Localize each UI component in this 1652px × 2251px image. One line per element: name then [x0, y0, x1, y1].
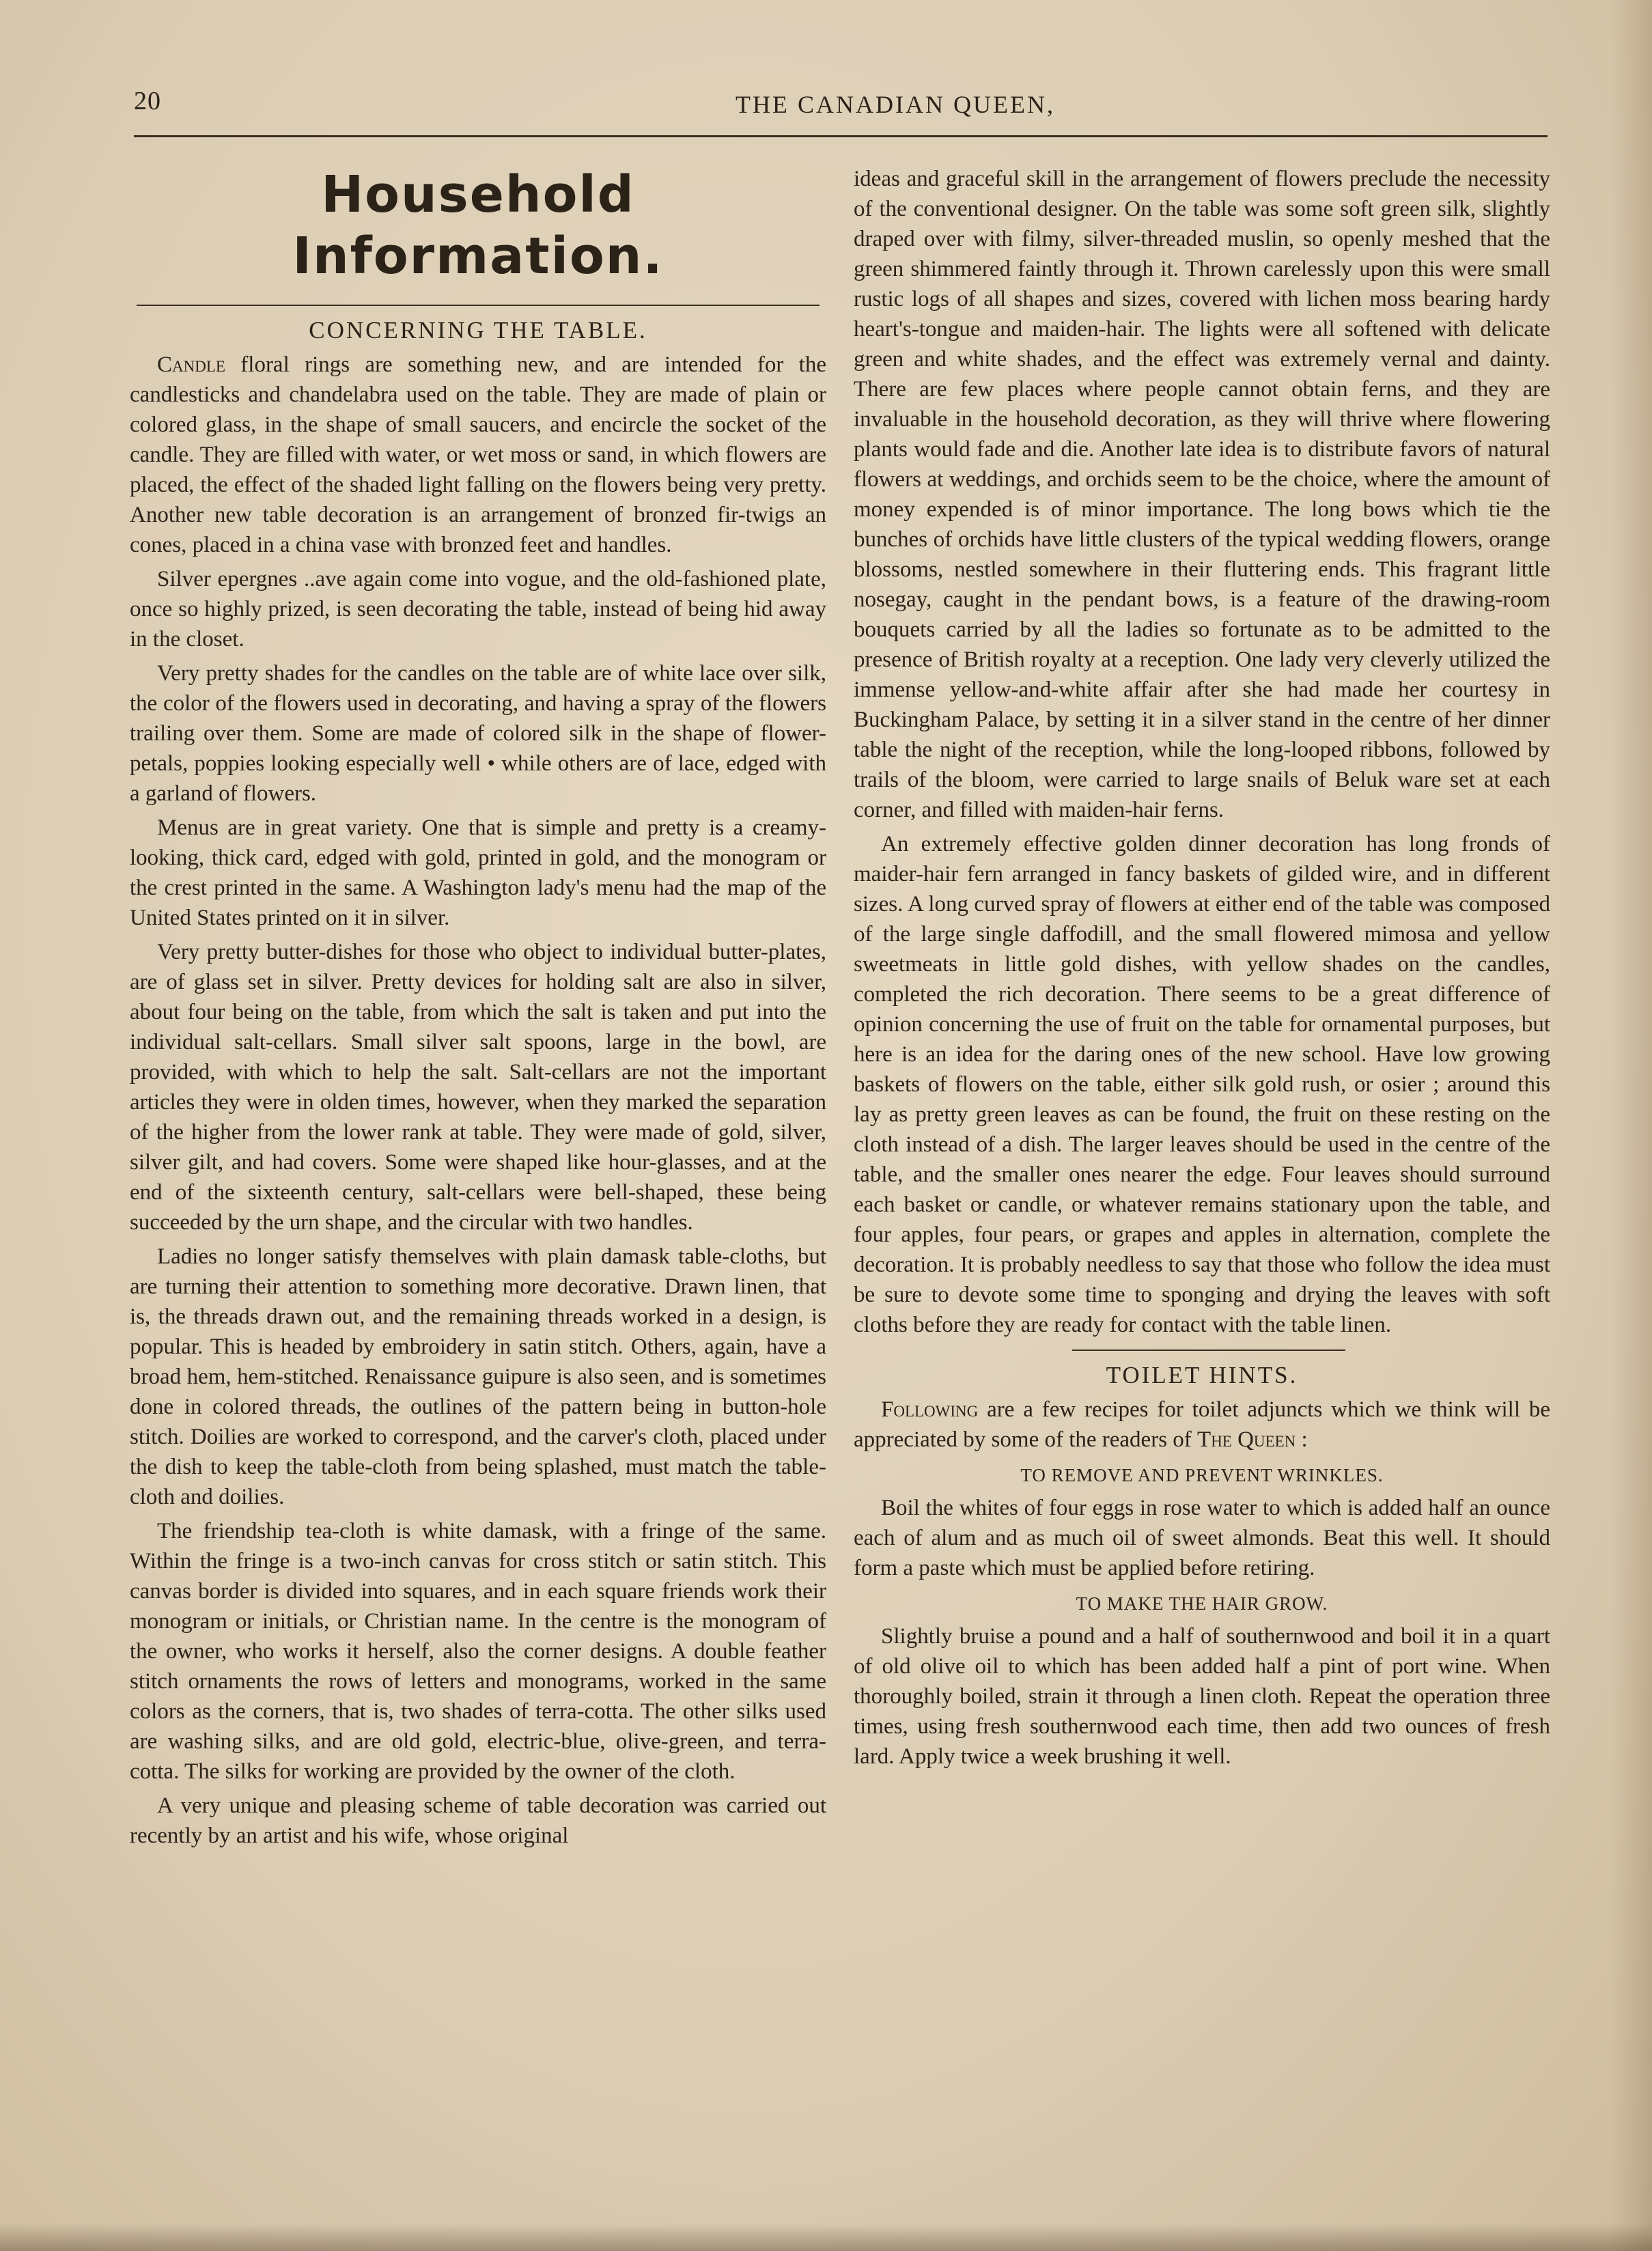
page-header	[134, 81, 1548, 122]
recipe-heading-hair: TO MAKE THE HAIR GROW.	[1076, 1593, 1328, 1614]
paragraph-end: :	[1296, 1427, 1308, 1452]
section-heading-table: CONCERNING THE TABLE.	[309, 317, 647, 344]
paragraph: An extremely effective golden dinner decoration has long fronds of maider-hair fern arranged in fancy baskets of gilded wire, and in different sizes. A long curved spray of flowers at either end of the table was composed of the large single daffodill, and the small flowered mimosa and yellow sweetmeats in little gold dishes, with yellow shades on the candles, completed the rich decoration. There seems to be a great difference of opinion concerning the use of fruit on the table for ornamental purposes, but here is an idea for the daring ones of the new school. Have low growing baskets of flowers on the table, either silk gold rush, or osier ; around this lay as pretty green leaves as can be found, the fruit on these resting on the cloth instead of a dish. The larger leaves should be used in the centre of the table, and the smaller ones nearer the edge. Four leaves should surround each basket or candle, or whatever remains stationary upon the table, and four apples, four pears, or grapes and apples in alternation, complete the decoration. It is probably needless to say that those who follow the idea must be sure to devote some time to sponging and drying the leaves with soft cloths before they are ready for contact with the table linen.	[854, 832, 1550, 1337]
page-bottom-shadow	[0, 2224, 1652, 2251]
paragraph-text: floral rings are something new, and are intended for the candlesticks and chandelabra used on the table. They are made of plain or colored glass, in the shape of small saucers, and encircle the socket of the candle. They are filled with water, or wet moss or sand, in which flowers are placed, the effect of the shaded light falling on the flowers being very pretty. Another new table decoration is an arrangement of bronzed fir-twigs an cones, placed in a china vase with bronzed feet and handles.	[130, 352, 826, 557]
paragraph: A very unique and pleasing scheme of table decoration was carried out recently by an artist and his wife, whose original	[130, 1793, 826, 1848]
lead-word: Following	[881, 1397, 979, 1422]
paragraph	[130, 350, 826, 560]
header-rule	[134, 135, 1548, 137]
paragraph: Slightly bruise a pound and a half of southernwood and boil it in a quart of old olive oil to which has been added half a pint of port wine. When thoroughly boiled, strain it through a linen cloth. Repeat the operation three times, using fresh southernwood each time, then add two ounces of fresh lard. Apply twice a week brushing it well.	[854, 1624, 1550, 1769]
paragraph: Boil the whites of four eggs in rose water to which is added half an ounce each of alum and as much oil of sweet almonds. Beat this well. It should form a paste which must be applied before retiring.	[854, 1496, 1550, 1580]
paragraph: Ladies no longer satisfy themselves with plain damask table-cloths, but are turning their attention to something more decorative. Drawn linen, that is, the threads drawn out, and the remaining threads worked in a design, is popular. This is headed by embroidery in satin stitch. Others, again, have a broad hem, hem-stitched. Renaissance guipure is also seen, and is sometimes done in colored threads, the outlines of the pattern being in button-hole stitch. Doilies are worked to correspond, and the carver's cloth, placed under the dish to keep the table-cloth from being splashed, must match the table-cloth and doilies.	[130, 1244, 826, 1509]
page-edge-shadow	[1611, 0, 1652, 2251]
recipe-heading-wrinkles: TO REMOVE AND PREVENT WRINKLES.	[1020, 1465, 1384, 1485]
paragraph: Menus are in great variety. One that is simple and pretty is a creamy-looking, thick card, edged with gold, printed in gold, and the monogram or the crest printed in the same. A Washington lady's menu had the map of the United States printed on it in silver.	[130, 815, 826, 930]
left-column	[130, 164, 826, 1855]
lead-word: Candle	[157, 352, 225, 377]
paragraph	[854, 1395, 1550, 1455]
section-rule	[1072, 1350, 1345, 1351]
article-title: Household Information.	[292, 165, 664, 285]
paragraph-text: are a few recipes for toilet adjuncts which we think will be appreciated by some of the readers of	[854, 1397, 1550, 1452]
paragraph: Silver epergnes ..ave again come into vogue, and the old-fashioned plate, once so highly prized, is seen decorating the table, instead of being hid away in the closet.	[130, 567, 826, 652]
running-head: THE CANADIAN QUEEN,	[736, 91, 1055, 118]
paragraph: Very pretty butter-dishes for those who object to individual butter-plates, are of glass set in silver. Pretty devices for holding salt are also in silver, about four being on the table, from which the salt is taken and put into the individual salt-cellars. Small silver salt spoons, large in the bowl, are provided, with which to help the salt. Salt-cellars are not the important articles they were in olden times, however, when they marked the separation of the higher from the lower rank at table. They were made of gold, silver, silver gilt, and had covers. Some were shaped like hour-glasses, and at the end of the sixteenth century, salt-cellars were bell-shaped, these being succeeded by the urn shape, and the circular with two handles.	[130, 940, 826, 1235]
paragraph: Very pretty shades for the candles on the table are of white lace over silk, the color of the flowers used in decorating, and having a spray of the flowers trailing over them. Some are made of colored silk in the shape of flower-petals, poppies looking especially well • while others are of lace, edged with a garland of flowers.	[130, 661, 826, 806]
paragraph: The friendship tea-cloth is white damask, with a fringe of the same. Within the fringe is a two-inch canvas for cross stitch or satin stitch. This canvas border is divided into squares, and in each square friends work their monogram or initials, or Christian name. In the centre is the monogram of the owner, who works it herself, also the corner designs. A double feather stitch ornaments the rows of letters and monograms, worked in the same colors as the corners, that is, two shades of terra-cotta. The other silks used are washing silks, and are old gold, electric-blue, olive-green, and terra-cotta. The silks for working are provided by the owner of the cloth.	[130, 1519, 826, 1784]
paragraph: ideas and graceful skill in the arrangement of flowers preclude the necessity of the conventional designer. On the table was some soft green silk, slightly draped over with filmy, silver-threaded muslin, so openly meshed that the green shimmered faintly through it. Thrown carelessly upon this were small rustic logs of all shapes and sizes, covered with lichen moss bearing hardy heart's-tongue and maiden-hair. The lights were all softened with delicate green and white shades, and the effect was extremely vernal and dainty. There are few places where people cannot obtain ferns, and they are invaluable in the household decoration, as they will thrive where flowering plants would fade and die. Another late idea is to distribute favors of natural flowers at weddings, and orchids seem to be the choice, where the amount of money expended is of minor importance. The long bows which tie the bunches of orchids have little clusters of the typical wedding flowers, orange blossoms, nestled somewhere in their fluttering ends. This fragrant little nosegay, caught in the pendant bows, is a feature of the drawing-room bouquets carried by all the ladies so fortunate as to be admitted to the presence of British royalty at a reception. One lady very cleverly utilized the immense yellow-and-white affair after she had made her courtesy in Buckingham Palace, by setting it in a silver stand in the centre of her dinner table the night of the reception, while the long-looped ribbons, followed by trails of the bloom, were carried to large snails of Beluk ware set at each corner, and filled with maiden-hair ferns.	[854, 167, 1550, 822]
right-column	[854, 164, 1550, 1776]
section-heading-toilet: TOILET HINTS.	[1106, 1362, 1298, 1388]
page-number: 20	[134, 87, 161, 115]
magazine-name: The Queen	[1197, 1427, 1296, 1452]
title-rule	[137, 305, 820, 306]
